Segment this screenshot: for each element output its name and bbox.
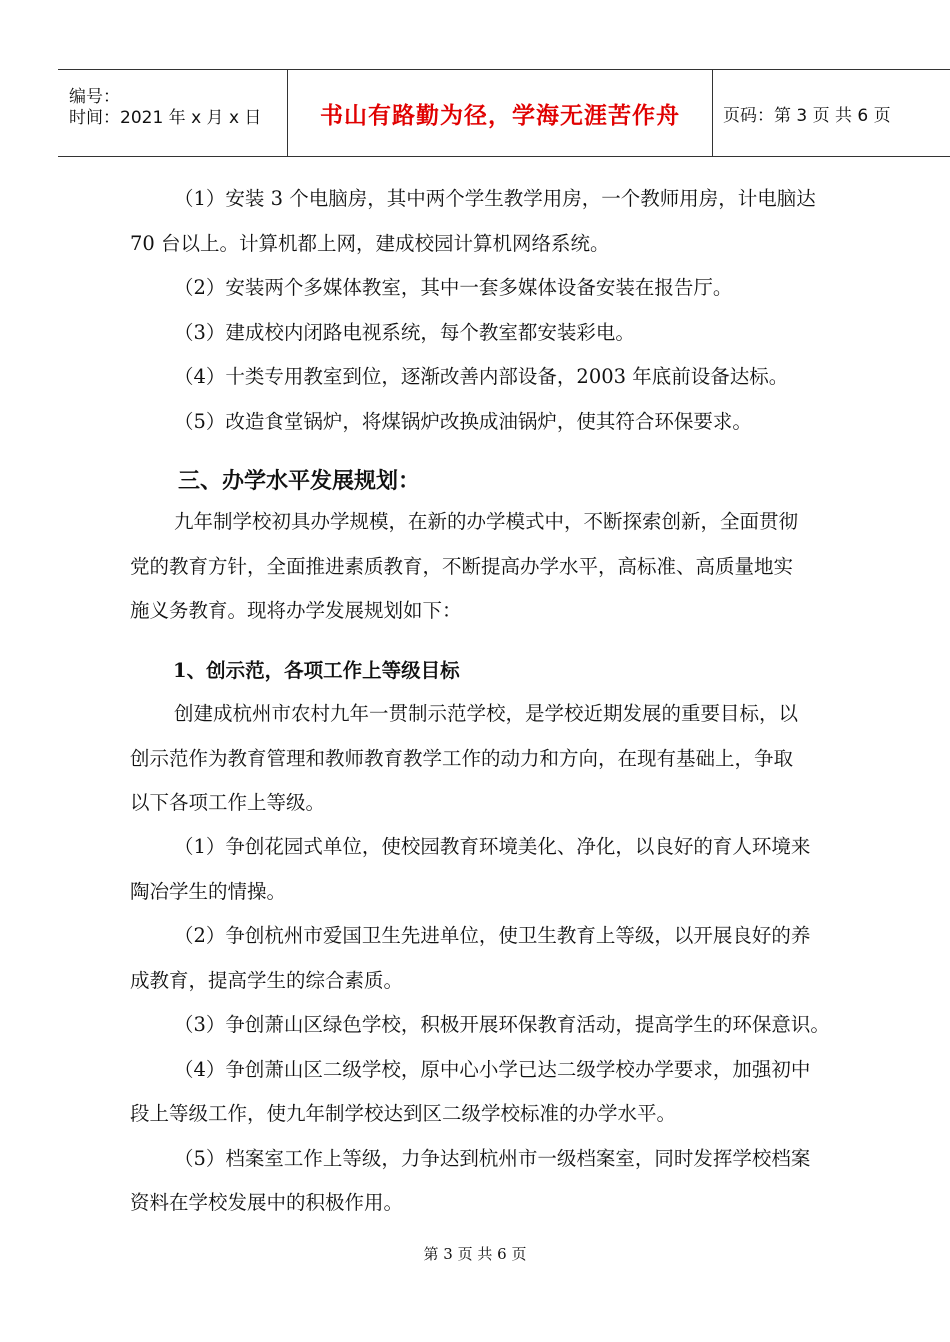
motto: 书山有路勤为径，学海无涯苦作舟 <box>320 102 680 129</box>
time-label: 时间：2021 年 x 月 x 日 <box>69 108 262 128</box>
list-item-continuation: 段上等级工作，使九年制学校达到区二级学校标准的办学水平。 <box>130 1102 677 1125</box>
header-page-cell <box>713 70 950 156</box>
sub-heading: 1、创示范，各项工作上等级目标 <box>173 659 460 682</box>
page-label: 页码：第 3 页 共 6 页 <box>723 105 891 126</box>
list-item: （2）争创杭州市爱国卫生先进单位，使卫生教育上等级，以开展良好的养 <box>174 924 811 947</box>
page-footer: 第 3 页 共 6 页 <box>423 1245 527 1263</box>
paragraph-line: 党的教育方针，全面推进素质教育，不断提高办学水平，高标准、高质量地实 <box>130 554 794 578</box>
list-item: （3）争创萧山区绿色学校，积极开展环保教育活动，提高学生的环保意识。 <box>174 1013 830 1036</box>
equipment-list <box>130 177 890 444</box>
goals-list <box>130 825 890 1226</box>
list-item-continuation: 70 台以上。计算机都上网，建成校园计算机网络系统。 <box>130 231 610 255</box>
paragraph-line: 创示范作为教育管理和教师教育教学工作的动力和方向，在现有基础上，争取 <box>130 746 794 770</box>
list-item: （4）十类专用教室到位，逐渐改善内部设备，2003 年底前设备达标。 <box>174 365 789 388</box>
paragraph-line: 以下各项工作上等级。 <box>130 791 326 814</box>
serial-label: 编号： <box>69 87 120 107</box>
list-item: （4）争创萧山区二级学校，原中心小学已达二级学校办学要求，加强初中 <box>174 1057 811 1081</box>
list-item: （1）安装 3 个电脑房，其中两个学生教学用房，一个教师用房，计电脑达 <box>174 187 816 210</box>
list-item: （1）争创花园式单位，使校园教育环境美化、净化，以良好的育人环境来 <box>174 835 811 858</box>
section-heading: 三、办学水平发展规划： <box>178 469 421 494</box>
list-item: （5）档案室工作上等级，力争达到杭州市一级档案室，同时发挥学校档案 <box>174 1146 811 1170</box>
list-item: （5）改造食堂锅炉，将煤锅炉改换成油锅炉，使其符合环保要求。 <box>174 409 752 433</box>
page-header <box>58 69 950 157</box>
list-item-continuation: 资料在学校发展中的积极作用。 <box>130 1191 404 1214</box>
list-item: （3）建成校内闭路电视系统，每个教室都安装彩电。 <box>174 320 635 344</box>
paragraph-line: 施义务教育。现将办学发展规划如下： <box>130 599 462 622</box>
paragraph-line: 创建成杭州市农村九年一贯制示范学校，是学校近期发展的重要目标，以 <box>174 702 799 725</box>
sub-intro <box>130 692 890 826</box>
list-item: （2）安装两个多媒体教室，其中一套多媒体设备安装在报告厅。 <box>174 276 733 299</box>
section-intro <box>130 500 890 634</box>
paragraph-line: 九年制学校初具办学规模，在新的办学模式中，不断探索创新，全面贯彻 <box>174 510 799 533</box>
header-motto-cell <box>288 70 713 156</box>
list-item-continuation: 成教育，提高学生的综合素质。 <box>130 968 404 992</box>
header-meta <box>58 70 288 156</box>
list-item-continuation: 陶冶学生的情操。 <box>130 879 287 903</box>
